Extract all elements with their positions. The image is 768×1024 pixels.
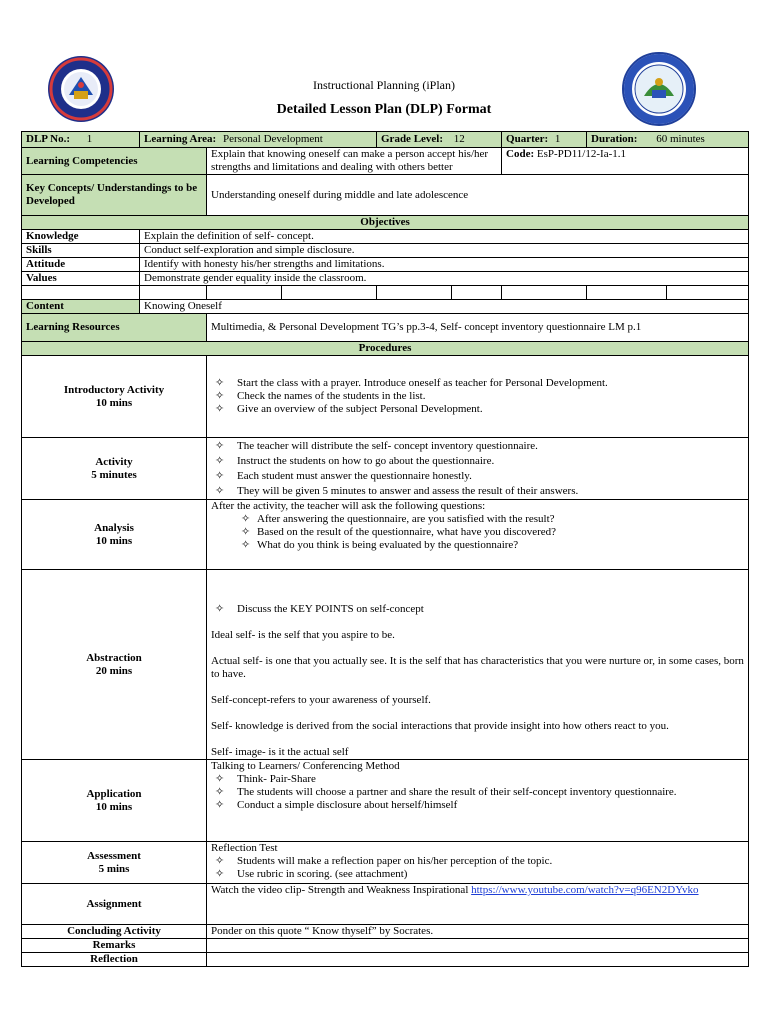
self-image-definition: Self- image- is it the actual self bbox=[211, 746, 349, 758]
concluding-activity-row bbox=[22, 925, 749, 939]
list-item: ✧ Give an overview of the subject Personal Development. bbox=[215, 403, 483, 415]
quarter-value: 1 bbox=[554, 133, 561, 145]
list-item: ✧ After answering the questionnaire, are you satisfied with the result? bbox=[241, 513, 555, 525]
analysis-question-list bbox=[211, 513, 744, 552]
list-item: ✧ They will be given 5 minutes to answer and assess the result of their answers. bbox=[215, 484, 579, 497]
analysis-label-cell bbox=[22, 500, 207, 570]
assessment-time: 5 mins bbox=[98, 862, 130, 875]
empty-cell bbox=[282, 286, 377, 300]
empty-cell bbox=[502, 286, 587, 300]
procedures-heading: Procedures bbox=[22, 342, 749, 356]
code-label: Code: bbox=[506, 148, 535, 160]
application-label-cell bbox=[22, 760, 207, 842]
list-item: ✧ Think- Pair-Share bbox=[215, 773, 316, 785]
dlp-format-title: Detailed Lesson Plan (DLP) Format bbox=[276, 102, 492, 117]
introductory-activity-list bbox=[211, 377, 744, 416]
key-concepts-row bbox=[22, 175, 749, 216]
activity-list bbox=[211, 439, 744, 499]
application-row bbox=[22, 760, 749, 842]
introductory-activity-label-cell bbox=[22, 356, 207, 438]
activity-label-cell bbox=[22, 438, 207, 500]
self-concept-definition: Self-concept-refers to your awareness of yourself. bbox=[211, 694, 431, 706]
introductory-activity-label: Introductory Activity bbox=[63, 383, 165, 396]
abstraction-label-cell bbox=[22, 570, 207, 760]
analysis-content bbox=[207, 500, 749, 570]
diamond-bullet-icon: ✧ bbox=[215, 786, 225, 798]
application-time: 10 mins bbox=[95, 800, 133, 813]
key-concepts-label: Key Concepts/ Understandings to be Developed bbox=[22, 175, 207, 216]
grade-level-value: 12 bbox=[453, 133, 465, 145]
learning-area-cell bbox=[140, 132, 377, 148]
diamond-bullet-icon: ✧ bbox=[215, 390, 225, 402]
assessment-row bbox=[22, 842, 749, 884]
diamond-bullet-icon: ✧ bbox=[215, 454, 225, 467]
content-text: Knowing Oneself bbox=[140, 300, 749, 314]
concluding-activity-label: Concluding Activity bbox=[22, 925, 207, 939]
diamond-bullet-icon: ✧ bbox=[215, 377, 225, 389]
remarks-row bbox=[22, 939, 749, 953]
diamond-bullet-icon: ✧ bbox=[215, 469, 225, 482]
analysis-intro: After the activity, the teacher will ask the following questions: bbox=[211, 500, 486, 512]
list-item: ✧ The teacher will distribute the self- concept inventory questionnaire. bbox=[215, 439, 538, 452]
empty-cell bbox=[22, 286, 140, 300]
quarter-cell bbox=[502, 132, 587, 148]
reflection-row bbox=[22, 953, 749, 967]
diamond-bullet-icon: ✧ bbox=[215, 403, 225, 415]
list-item: ✧ The students will choose a partner and share the result of their self-concept inventory questionnaire. bbox=[215, 786, 677, 798]
analysis-label: Analysis bbox=[94, 521, 134, 534]
assignment-label: Assignment bbox=[22, 884, 207, 925]
diamond-bullet-icon: ✧ bbox=[215, 868, 225, 880]
list-item: ✧ Start the class with a prayer. Introduce oneself as teacher for Personal Development. bbox=[215, 377, 608, 389]
dlp-number-cell bbox=[22, 132, 140, 148]
application-list bbox=[211, 773, 744, 812]
header-info-row bbox=[22, 132, 749, 148]
remarks-text bbox=[207, 939, 749, 953]
content-label: Content bbox=[22, 300, 140, 314]
objective-row bbox=[22, 230, 749, 244]
activity-row bbox=[22, 438, 749, 500]
duration-cell bbox=[587, 132, 749, 148]
analysis-row bbox=[22, 500, 749, 570]
empty-grid-row bbox=[22, 286, 749, 300]
introductory-activity-content bbox=[207, 356, 749, 438]
content-row bbox=[22, 300, 749, 314]
activity-time: 5 minutes bbox=[91, 468, 137, 481]
empty-cell bbox=[667, 286, 749, 300]
list-item: ✧ Conduct a simple disclosure about herself/himself bbox=[215, 799, 458, 811]
learning-area-value: Personal Development bbox=[222, 133, 323, 145]
objective-row bbox=[22, 244, 749, 258]
application-content bbox=[207, 760, 749, 842]
diamond-bullet-icon: ✧ bbox=[215, 484, 225, 497]
assessment-content bbox=[207, 842, 749, 884]
diamond-bullet-icon: ✧ bbox=[215, 603, 225, 615]
list-item: ✧ Each student must answer the questionnaire honestly. bbox=[215, 469, 472, 482]
objectives-heading-row bbox=[22, 216, 749, 230]
grade-level-label: Grade Level: bbox=[381, 133, 444, 145]
key-concepts-text: Understanding oneself during middle and late adolescence bbox=[207, 175, 749, 216]
assessment-label-cell bbox=[22, 842, 207, 884]
objective-text-skills: Conduct self-exploration and simple disclosure. bbox=[140, 244, 749, 258]
objective-row bbox=[22, 272, 749, 286]
list-item: ✧ Instruct the students on how to go about the questionnaire. bbox=[215, 454, 495, 467]
empty-cell bbox=[587, 286, 667, 300]
dlp-number-value: 1 bbox=[86, 133, 93, 145]
objective-text-knowledge: Explain the definition of self- concept. bbox=[140, 230, 749, 244]
introductory-activity-row bbox=[22, 356, 749, 438]
objective-label-knowledge: Knowledge bbox=[22, 230, 140, 244]
list-item: ✧ Discuss the KEY POINTS on self-concept bbox=[215, 603, 424, 615]
lesson-plan-table bbox=[21, 131, 749, 967]
activity-content bbox=[207, 438, 749, 500]
list-item: ✧ What do you think is being evaluated by the questionnaire? bbox=[241, 539, 519, 551]
resources-row bbox=[22, 314, 749, 342]
remarks-label: Remarks bbox=[22, 939, 207, 953]
self-knowledge-definition: Self- knowledge is derived from the social interactions that provide insight into how others react to you. bbox=[211, 720, 669, 732]
competencies-text: Explain that knowing oneself can make a person accept his/her strengths and limitations and dealing with others better bbox=[207, 148, 502, 175]
assessment-list bbox=[211, 855, 744, 881]
quarter-label: Quarter: bbox=[506, 133, 549, 145]
code-value: EsP-PD11/12-Ia-1.1 bbox=[536, 148, 626, 160]
diamond-bullet-icon: ✧ bbox=[215, 799, 225, 811]
application-label: Application bbox=[86, 787, 142, 800]
youtube-video-link[interactable]: https://www.youtube.com/watch?v=q96EN2DYvko bbox=[471, 884, 699, 896]
ideal-self-definition: Ideal self- is the self that you aspire to be. bbox=[211, 629, 395, 641]
assessment-label: Assessment bbox=[87, 849, 141, 862]
introductory-activity-time: 10 mins bbox=[95, 396, 133, 409]
learning-area-label: Learning Area: bbox=[144, 133, 217, 145]
objective-label-attitude: Attitude bbox=[22, 258, 140, 272]
abstraction-list bbox=[211, 603, 744, 616]
objective-text-attitude: Identify with honesty his/her strengths and limitations. bbox=[140, 258, 749, 272]
concluding-activity-text: Ponder on this quote “ Know thyself” by Socrates. bbox=[207, 925, 749, 939]
empty-cell bbox=[377, 286, 452, 300]
abstraction-row bbox=[22, 570, 749, 760]
empty-cell bbox=[207, 286, 282, 300]
diamond-bullet-icon: ✧ bbox=[215, 439, 225, 452]
duration-value: 60 minutes bbox=[656, 133, 705, 145]
competencies-row bbox=[22, 148, 749, 175]
diamond-bullet-icon: ✧ bbox=[241, 513, 251, 525]
list-item: ✧ Students will make a reflection paper on his/her perception of the topic. bbox=[215, 855, 553, 867]
actual-self-definition: Actual self- is one that you actually see. It is the self that has characteristics that you were nurture or, in some cases, born to have. bbox=[211, 655, 744, 680]
list-item: ✧ Based on the result of the questionnaire, what have you discovered? bbox=[241, 526, 557, 538]
abstraction-content bbox=[207, 570, 749, 760]
grade-level-cell bbox=[377, 132, 502, 148]
dlp-number-label: DLP No.: bbox=[26, 133, 70, 145]
instructional-planning-title: Instructional Planning (iPlan) bbox=[313, 78, 455, 92]
reflection-label: Reflection bbox=[22, 953, 207, 967]
assignment-content bbox=[207, 884, 749, 925]
empty-cell bbox=[140, 286, 207, 300]
resources-label: Learning Resources bbox=[22, 314, 207, 342]
application-intro: Talking to Learners/ Conferencing Method bbox=[211, 760, 400, 772]
abstraction-time: 20 mins bbox=[95, 664, 133, 677]
resources-text: Multimedia, & Personal Development TG’s pp.3-4, Self- concept inventory questionnaire LM p.1 bbox=[207, 314, 749, 342]
abstraction-label: Abstraction bbox=[86, 651, 142, 664]
objective-row bbox=[22, 258, 749, 272]
procedures-heading-row bbox=[22, 342, 749, 356]
empty-cell bbox=[452, 286, 502, 300]
assessment-intro: Reflection Test bbox=[211, 842, 278, 854]
diamond-bullet-icon: ✧ bbox=[215, 773, 225, 785]
objective-label-skills: Skills bbox=[22, 244, 140, 258]
assignment-row bbox=[22, 884, 749, 925]
competency-code-cell bbox=[502, 148, 749, 175]
objectives-heading: Objectives bbox=[22, 216, 749, 230]
reflection-text bbox=[207, 953, 749, 967]
diamond-bullet-icon: ✧ bbox=[215, 855, 225, 867]
objective-text-values: Demonstrate gender equality inside the classroom. bbox=[140, 272, 749, 286]
objective-label-values: Values bbox=[22, 272, 140, 286]
list-item: ✧ Check the names of the students in the list. bbox=[215, 390, 426, 402]
competencies-label: Learning Competencies bbox=[22, 148, 207, 175]
activity-label: Activity bbox=[95, 455, 133, 468]
analysis-time: 10 mins bbox=[95, 534, 133, 547]
assignment-text: Watch the video clip- Strength and Weakness Inspirational bbox=[211, 884, 469, 896]
diamond-bullet-icon: ✧ bbox=[241, 539, 251, 551]
diamond-bullet-icon: ✧ bbox=[241, 526, 251, 538]
duration-label: Duration: bbox=[591, 133, 638, 145]
list-item: ✧ Use rubric in scoring. (see attachment) bbox=[215, 868, 408, 880]
